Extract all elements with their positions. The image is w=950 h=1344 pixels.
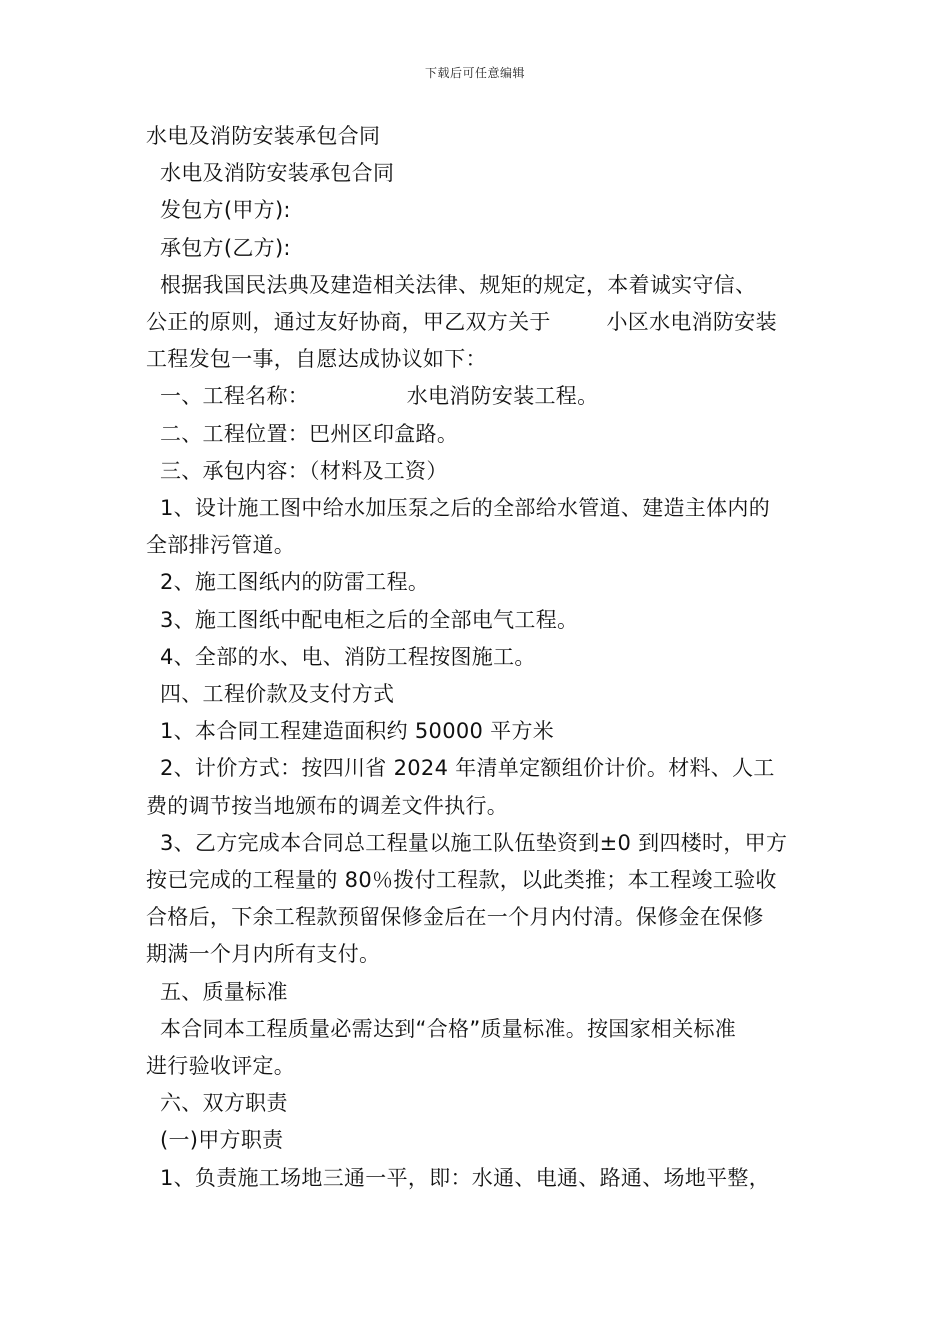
party-a-line: 发包方(甲方): [146,198,291,223]
payment-item: 2、计价方式：按四川省 2024 年清单定额组价计价。材料、人工 [146,756,775,781]
payment-item: 3、乙方完成本合同总工程量以施工队伍垫资到±0 到四楼时，甲方 [146,830,788,855]
quality-text: 本合同本工程质量必需达到“合格”质量标准。按国家相关标准 [146,1016,737,1041]
section-scope-heading: 三、承包内容：（材料及工资） [146,458,448,483]
section-project-location: 二、工程位置：巴州区印盒路。 [146,421,459,446]
party-b-line: 承包方(乙方): [146,235,291,260]
document-body [146,118,811,1197]
party-a-duties-heading: (一)甲方职责 [146,1128,284,1153]
payment-item: 期满一个月内所有支付。 [146,942,381,967]
scope-item: 全部排污管道。 [146,533,296,558]
duty-item: 1、负责施工场地三通一平，即：水通、电通、路通、场地平整， [146,1165,771,1190]
section-quality-heading: 五、质量标准 [146,979,288,1004]
payment-item: 1、本合同工程建造面积约 50000 平方米 [146,719,555,744]
section-duties-heading: 六、双方职责 [146,1091,288,1116]
preamble-line: 根据我国民法典及建造相关法律、规矩的规定，本着诚实守信、 [146,272,757,297]
preamble-line: 公正的原则，通过友好协商，甲乙双方关于 小区水电消防安装 [146,310,777,335]
page-header-note: 下载后可任意编辑 [424,66,525,80]
payment-item: 按已完成的工程量的 80％拨付工程款，以此类推；本工程竣工验收 [146,868,777,893]
scope-item: 4、全部的水、电、消防工程按图施工。 [146,644,536,669]
scope-item: 3、施工图纸中配电柜之后的全部电气工程。 [146,607,579,632]
quality-text: 进行验收评定。 [146,1054,296,1079]
scope-item: 2、施工图纸内的防雷工程。 [146,570,430,595]
preamble-line: 工程发包一事，自愿达成协议如下： [146,347,487,372]
section-payment-heading: 四、工程价款及支付方式 [146,682,395,707]
document-title: 水电及消防安装承包合同 [146,124,381,148]
payment-item: 费的调节按当地颁布的调差文件执行。 [146,793,509,818]
section-project-name: 一、工程名称： 水电消防安装工程。 [146,384,599,409]
payment-item: 合格后，下余工程款预留保修金后在一个月内付清。保修金在保修 [146,905,764,930]
contract-heading: 水电及消防安装承包合同 [146,161,395,186]
scope-item: 1、设计施工图中给水加压泵之后的全部给水管道、建造主体内的 [146,496,771,521]
